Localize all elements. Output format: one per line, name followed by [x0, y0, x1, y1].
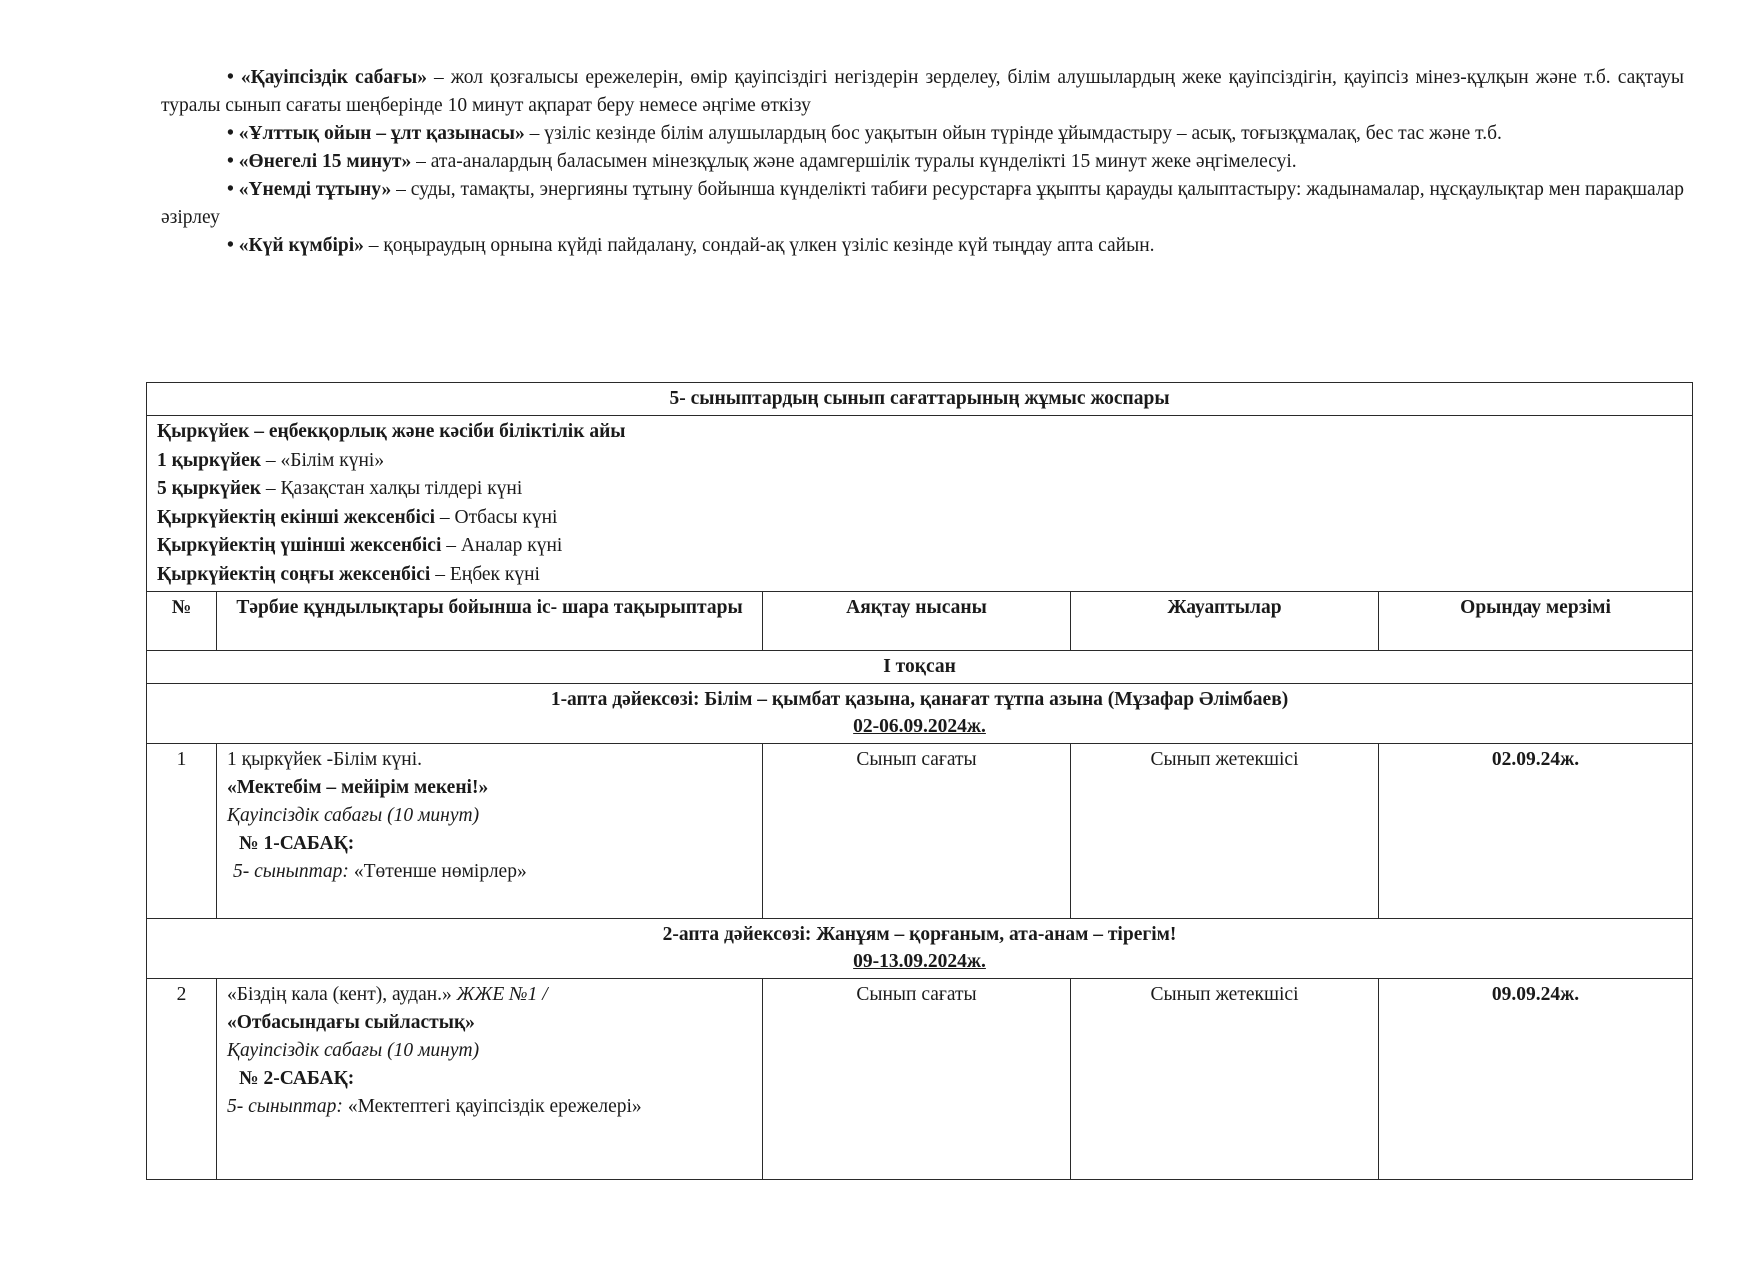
bullet-item: • «Ұлттық ойын – ұлт қазынасы» – үзіліс кезінде білім алушылардың бос уақытын ойын түрінде ұйымдастыру – асық, тоғызқұмалақ, бес тас және т.б.: [227, 123, 1502, 144]
row1-line1: 1 қыркүйек -Білім күні.: [227, 749, 423, 770]
header-deadline: Орындау мерзімі: [1379, 592, 1693, 651]
row2-line2: «Отбасындағы сыйластық»: [227, 1012, 475, 1033]
header-form: Аяқтау нысаны: [763, 592, 1071, 651]
bullet-item: • «Үнемді тұтыну» – суды, тамақты, энергияны тұтыну бойынша күнделікті табиғи ресурстарға ұқыпты қарауды қалыптастыру: жадынамалар, нұсқаулықтар мен парақшалар әзірлеу: [161, 179, 1684, 228]
row1-line4: № 1-САБАҚ:: [239, 833, 355, 854]
table-title: 5- сыныптардың сынып сағаттарының жұмыс жоспары: [147, 383, 1693, 416]
bullet-item: • «Қауіпсіздік сабағы» – жол қозғалысы ережелерін, өмір қауіпсіздігі негіздерін зерделеу, білім алушылардың жеке қауіпсіздігін, қауіпсіз мінез-құлқын және т.б. сақтауы туралы сынып сағаты шеңберінде 10 минут ақпарат беру немесе әңгіме өткізу: [161, 67, 1685, 116]
row2-line3: Қауіпсіздік сабағы (10 минут): [227, 1040, 480, 1061]
month-event: 1 қыркүйек – «Білім күні»: [157, 449, 385, 471]
row1-deadline: 02.09.24ж.: [1379, 744, 1693, 919]
row1-topic: [217, 744, 763, 919]
week1-dates: 02-06.09.2024ж.: [853, 716, 986, 737]
row2-topic: [217, 979, 763, 1180]
month-event: 5 қыркүйек – Қазақстан халқы тілдері күні: [157, 478, 523, 499]
quarter-label: І тоқсан: [147, 651, 1693, 684]
intro-bullets: [161, 64, 1684, 260]
week2-header: [147, 919, 1693, 979]
month-event: Қыркүйектің соңғы жексенбісі – Еңбек күні: [157, 563, 540, 585]
row2-deadline: 09.09.24ж.: [1379, 979, 1693, 1180]
row2-no: 2: [147, 979, 217, 1180]
bullet-item: • «Күй күмбірі» – қоңыраудың орнына күйді пайдалану, сондай-ақ үлкен үзіліс кезінде күй тыңдау апта сайын.: [227, 235, 1155, 256]
month-events: [147, 416, 1693, 592]
table-row: [147, 979, 1693, 1180]
table-row: [147, 744, 1693, 919]
row1-form: Сынып сағаты: [763, 744, 1071, 919]
header-topic: Тәрбие құндылықтары бойынша іс- шара тақырыптары: [217, 592, 763, 651]
work-plan-table: [146, 382, 1693, 1180]
row2-responsible: Сынып жетекшісі: [1071, 979, 1379, 1180]
week1-quote: 1-апта дәйексөзі: Білім – қымбат қазына, қанағат тұтпа азына (Мұзафар Әлімбаев): [550, 689, 1289, 710]
week1-header: [147, 684, 1693, 744]
table-header-row: [147, 592, 1693, 651]
row1-line3: Қауіпсіздік сабағы (10 минут): [227, 805, 480, 826]
row1-no: 1: [147, 744, 217, 919]
bullet-item: • «Өнегелі 15 минут» – ата-аналардың баласымен мінезқұлық және адамгершілік туралы күнделікті 15 минут жеке әңгімелесуі.: [227, 151, 1297, 172]
row1-line5: 5- сыныптар: «Төтенше нөмірлер»: [233, 861, 527, 882]
row2-form: Сынып сағаты: [763, 979, 1071, 1180]
month-event: Қыркүйектің үшінші жексенбісі – Аналар күні: [157, 535, 563, 556]
row1-line2: «Мектебім – мейірім мекені!»: [227, 777, 489, 798]
header-no: №: [147, 592, 217, 651]
month-event: Қыркүйектің екінші жексенбісі – Отбасы күні: [157, 506, 558, 528]
week2-quote: 2-апта дәйексөзі: Жанұям – қорғаным, ата-анам – тірегім!: [662, 924, 1177, 945]
row2-line1: «Біздің кала (кент), аудан.» ЖЖЕ №1 /: [227, 984, 548, 1005]
row1-responsible: Сынып жетекшісі: [1071, 744, 1379, 919]
header-responsible: Жауаптылар: [1071, 592, 1379, 651]
row2-line5: 5- сыныптар: «Мектептегі қауіпсіздік ережелері»: [227, 1096, 642, 1117]
month-event: Қыркүйек – еңбекқорлық және кәсіби біліктілік айы: [157, 421, 626, 442]
week2-dates: 09-13.09.2024ж.: [853, 951, 986, 972]
row2-line4: № 2-САБАҚ:: [239, 1068, 355, 1089]
